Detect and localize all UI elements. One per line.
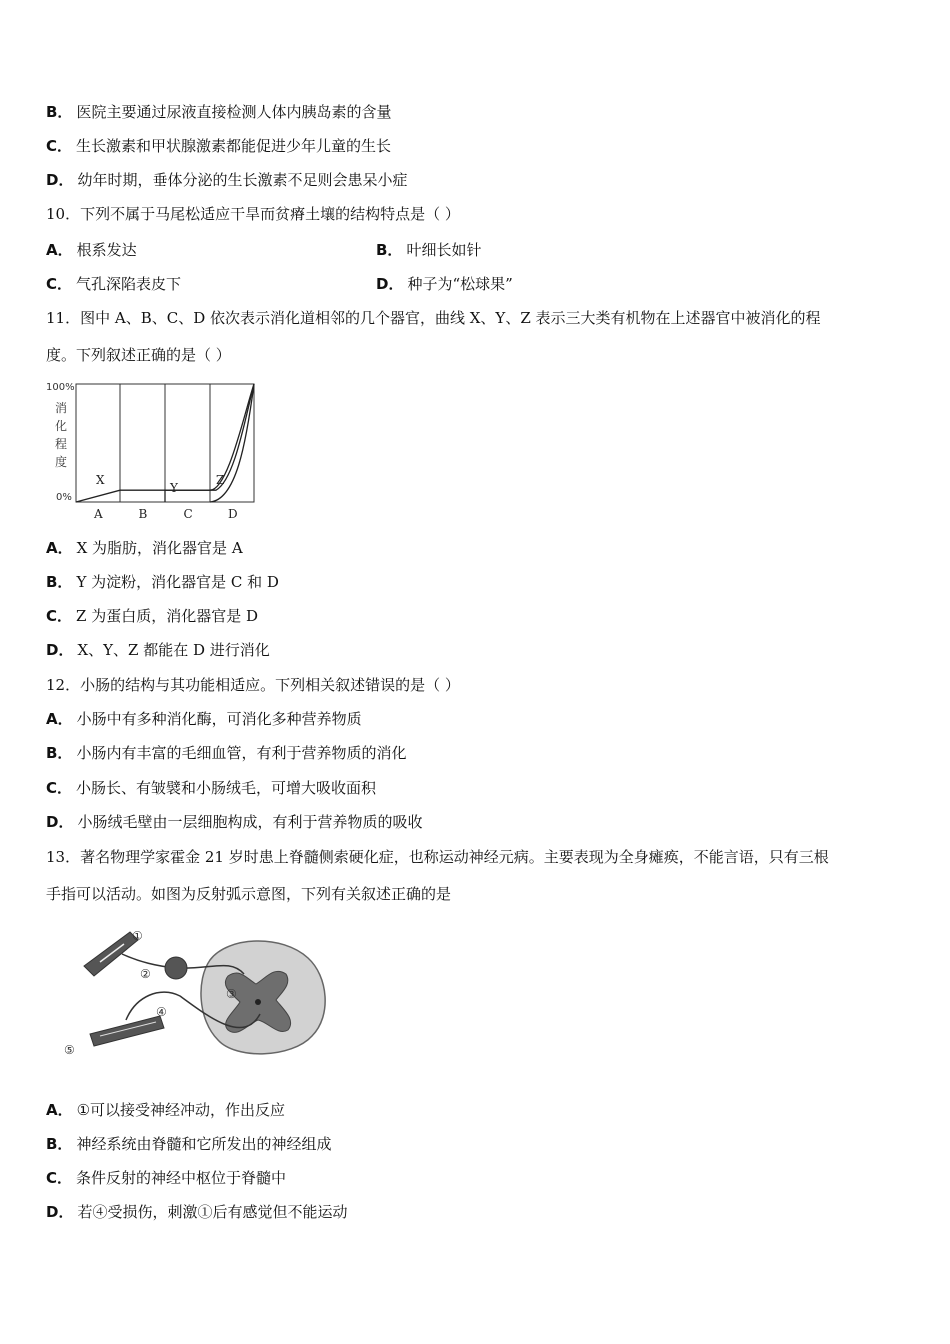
- q11-option-a: [46, 538, 243, 558]
- ylabel-char: 化: [55, 419, 68, 433]
- ylabel-char: 度: [55, 455, 68, 469]
- central-canal: [255, 999, 261, 1005]
- option-text: Y 为淀粉，消化器官是 C 和 D: [76, 573, 279, 591]
- option-text: 根系发达: [76, 241, 137, 259]
- option-text: ①可以接受神经冲动，作出反应: [76, 1101, 286, 1119]
- q10-option-a: [46, 241, 137, 259]
- option-label: B．: [46, 1135, 73, 1153]
- option-text: X、Y、Z 都能在 D 进行消化: [77, 641, 270, 659]
- label-1: ①: [132, 929, 143, 943]
- q9-option-d: [46, 170, 407, 190]
- q13-option-b: [46, 1134, 331, 1154]
- q12-stem: 12．小肠的结构与其功能相适应。下列相关叙述错误的是（ ）: [46, 676, 460, 694]
- ytick-bottom: 0%: [56, 492, 72, 503]
- q10-stem: 10．下列不属于马尾松适应干旱而贫瘠土壤的结构特点是（ ）: [46, 205, 460, 223]
- q11-stem-line1: 11．图中 A、B、C、D 依次表示消化道相邻的几个器官，曲线 X、Y、Z 表示三大类有机物在上述器官中被消化的程: [46, 309, 821, 327]
- option-label: C．: [46, 779, 73, 797]
- q13-option-d: [46, 1202, 347, 1222]
- option-label: C．: [46, 137, 73, 155]
- option-text: Z 为蛋白质，消化器官是 D: [76, 607, 259, 625]
- organ-dividers: [120, 384, 210, 502]
- option-text: 小肠绒毛壁由一层细胞构成，有利于营养物质的吸收: [77, 813, 423, 831]
- option-label: B．: [46, 103, 73, 121]
- option-label: B．: [376, 241, 403, 259]
- option-text: 幼年时期，垂体分泌的生长激素不足则会患呆小症: [77, 171, 408, 189]
- option-text: 小肠中有多种消化酶，可消化多种营养物质: [76, 710, 362, 728]
- q10-option-d: [376, 274, 513, 294]
- q11-option-d: [46, 640, 270, 660]
- option-label: D．: [376, 275, 404, 293]
- option-label: A．: [46, 241, 73, 259]
- option-text: 条件反射的神经中枢位于脊髓中: [76, 1169, 287, 1187]
- option-label: C．: [46, 607, 73, 625]
- organ-label-D: D: [228, 507, 238, 521]
- q12-option-a: [46, 709, 362, 729]
- q11-stem-line2: 度。下列叙述正确的是（ ）: [46, 346, 231, 364]
- q13-option-c: [46, 1168, 286, 1188]
- q13-option-a: [46, 1100, 285, 1120]
- q10-options-row1: [46, 240, 906, 260]
- q9-option-c: [46, 136, 391, 156]
- label-4: ④: [156, 1005, 167, 1019]
- reflex-arc-figure: [60, 918, 340, 1066]
- option-text: X 为脂肪，消化器官是 A: [76, 539, 243, 557]
- option-text: 叶细长如针: [406, 241, 482, 259]
- option-text: 小肠内有丰富的毛细血管，有利于营养物质的消化: [76, 744, 407, 762]
- option-label: C．: [46, 1169, 73, 1187]
- option-text: 若④受损伤，刺激①后有感觉但不能运动: [77, 1203, 348, 1221]
- option-text: 种子为“松球果”: [407, 275, 513, 293]
- ylabel-char: 程: [55, 437, 68, 451]
- option-text: 医院主要通过尿液直接检测人体内胰岛素的含量: [76, 103, 392, 121]
- q11-option-c: [46, 606, 258, 626]
- option-label: D．: [46, 1203, 74, 1221]
- option-text: 生长激素和甲状腺激素都能促进少年儿童的生长: [76, 137, 392, 155]
- option-text: 气孔深陷表皮下: [76, 275, 182, 293]
- option-label: B．: [46, 573, 73, 591]
- organ-labels: [93, 507, 238, 521]
- q10-options-row2: [46, 274, 906, 294]
- label-2: ②: [140, 967, 151, 981]
- y-axis-label: [55, 400, 67, 469]
- digestion-chart: [44, 376, 274, 524]
- ylabel-char: 消: [55, 401, 68, 415]
- organ-label-B: B: [138, 507, 148, 521]
- q12-option-c: [46, 778, 376, 798]
- curve-label-X: X: [96, 473, 105, 487]
- curve-label-Y: Y: [170, 481, 178, 495]
- q11-option-b: [46, 572, 279, 592]
- q12-option-b: [46, 743, 406, 763]
- q10-option-b: [376, 240, 481, 260]
- curve-label-Z: Z: [216, 473, 225, 487]
- option-text: 小肠长、有皱襞和小肠绒毛，可增大吸收面积: [76, 779, 377, 797]
- option-label: D．: [46, 641, 74, 659]
- q12-option-d: [46, 812, 422, 832]
- option-label: D．: [46, 813, 74, 831]
- option-text: 神经系统由脊髓和它所发出的神经组成: [76, 1135, 332, 1153]
- option-label: B．: [46, 744, 73, 762]
- option-label: A．: [46, 1101, 73, 1119]
- effector-muscle: [90, 1016, 164, 1046]
- q9-option-b: [46, 102, 391, 122]
- label-3: ③: [226, 987, 237, 1001]
- q13-stem-line2: 手指可以活动。如图为反射弧示意图，下列有关叙述正确的是: [46, 885, 452, 903]
- label-5: ⑤: [64, 1043, 75, 1057]
- organ-label-A: A: [94, 507, 103, 521]
- q13-stem-line1: 13．著名物理学家霍金 21 岁时患上脊髓侧索硬化症，也称运动神经元病。主要表现为全身瘫痪，不能言语，只有三根: [46, 848, 829, 866]
- option-label: D．: [46, 171, 74, 189]
- option-label: A．: [46, 710, 73, 728]
- ganglion: [165, 957, 187, 979]
- q10-option-c: [46, 275, 181, 293]
- organ-label-C: C: [183, 507, 193, 521]
- option-label: A．: [46, 539, 73, 557]
- option-label: C．: [46, 275, 73, 293]
- ytick-top: 100%: [46, 382, 75, 393]
